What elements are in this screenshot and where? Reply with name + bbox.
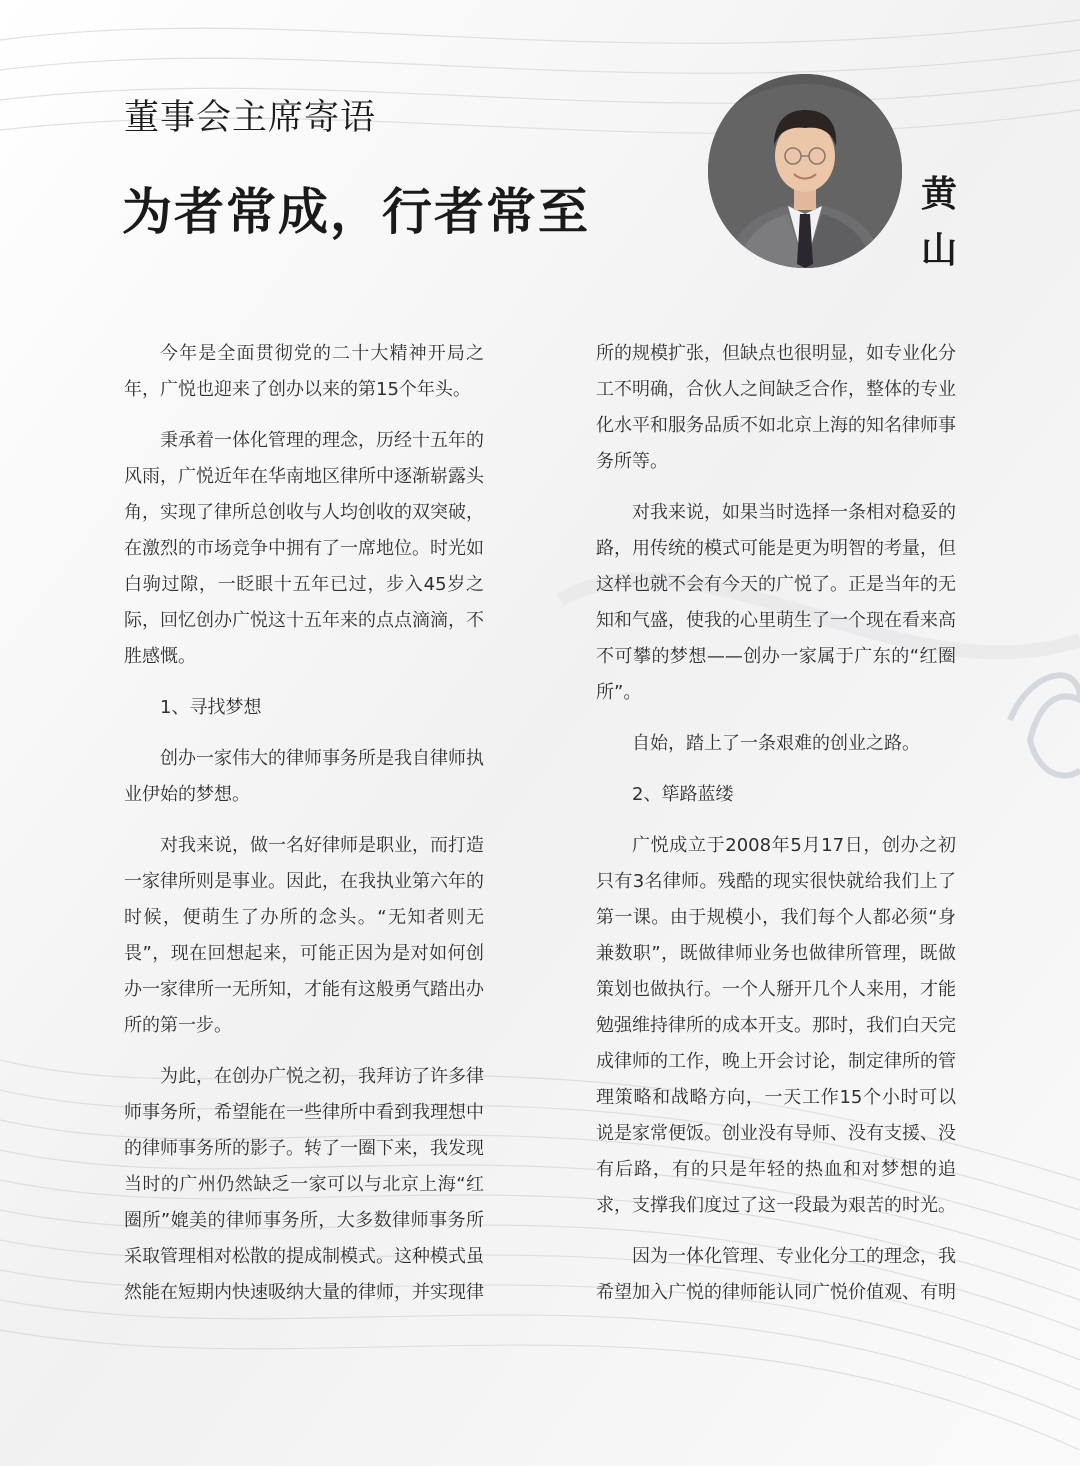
paragraph: 为此，在创办广悦之初，我拜访了许多律师事务所，希望能在一些律所中看到我理想中的律师事务所的影子。转了一圈下来，我发现当时的广州仍然缺乏一家可以与北京上海“红圈所”媲美的律师事务所，大多数律师事务所采取管理相对松散的提成制模式。这种模式虽然能在短期内快速吸纳大量的律师，并实现律 (124, 1066, 484, 1303)
author-name (916, 166, 962, 278)
paragraph-continued: 所的规模扩张，但缺点也很明显，如专业化分工不明确，合伙人之间缺乏合作，整体的专业化水平和服务品质不如北京上海的知名律师事务所等。 (596, 343, 956, 472)
section-heading: 2、筚路蓝缕 (632, 784, 734, 805)
paragraph: 创办一家伟大的律师事务所是我自律师执业伊始的梦想。 (124, 748, 484, 805)
paragraph: 自始，踏上了一条艰难的创业之路。 (632, 733, 920, 754)
headline: 为者常成，行者常至 (122, 182, 590, 241)
section-heading: 1、寻找梦想 (160, 697, 262, 718)
author-char: 山 (920, 229, 957, 271)
text-column-left (124, 336, 484, 1326)
paragraph: 秉承着一体化管理的理念，历经十五年的风雨，广悦近年在华南地区律所中逐渐崭露头角，实现了律所总创收与人均创收的双突破，在激烈的市场竞争中拥有了一席地位。时光如白驹过隙，一眨眼十五年已过，步入45岁之际，回忆创办广悦这十五年来的点点滴滴，不胜感慨。 (124, 430, 484, 667)
paragraph: 因为一体化管理、专业化分工的理念，我希望加入广悦的律师能认同广悦价值观、有明 (596, 1246, 956, 1303)
paragraph: 对我来说，如果当时选择一条相对稳妥的路，用传统的模式可能是更为明智的考量，但这样也就不会有今天的广悦了。正是当年的无知和气盛，使我的心里萌生了一个现在看来高不可攀的梦想——创办一家属于广东的“红圈所”。 (596, 502, 956, 703)
section-label: 董事会主席寄语 (124, 98, 377, 138)
author-char: 黄 (920, 173, 957, 215)
paragraph: 对我来说，做一名好律师是职业，而打造一家律所则是事业。因此，在我执业第六年的时候，便萌生了办所的念头。“无知者则无畏”，现在回想起来，可能正因为是对如何创办一家律所一无所知，才能有这般勇气踏出办所的第一步。 (124, 835, 484, 1036)
paragraph: 广悦成立于2008年5月17日，创办之初只有3名律师。残酷的现实很快就给我们上了第一课。由于规模小，我们每个人都必须“身兼数职”，既做律师业务也做律所管理，既做策划也做执行。一个人掰开几个人来用，才能勉强维持律所的成本开支。那时，我们白天完成律师的工作，晚上开会讨论，制定律所的管理策略和战略方向，一天工作15个小时可以说是家常便饭。创业没有导师、没有支援、没有后路，有的只是年轻的热血和对梦想的追求，支撑我们度过了这一段最为艰苦的时光。 (596, 835, 956, 1216)
portrait-photo (708, 74, 902, 268)
text-column-right (596, 336, 956, 1326)
paragraph: 今年是全面贯彻党的二十大精神开局之年，广悦也迎来了创办以来的第15个年头。 (124, 343, 484, 400)
